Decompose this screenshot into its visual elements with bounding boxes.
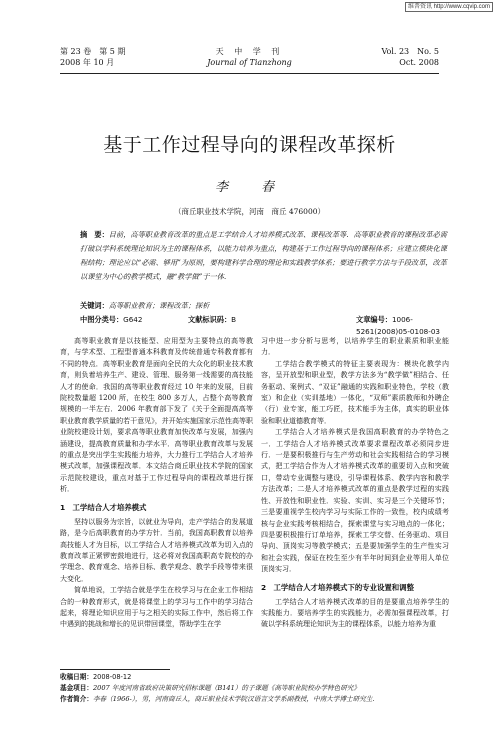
abstract-label: 摘 要：	[80, 230, 109, 239]
paragraph: 工学结合教学模式的特征主要表现为：模块化教学内容，呈开放型和职业型，教学方法多为“教学做”相结合、任务驱动、案例式、“双证”融通的实践和职业特色，学校（教室）和企业（实训基地）一体化，“双师”素质教师和外聘企（行）业专家，能工巧匠，技术能手为主体，真实的职业体验和职业道德教育等．	[261, 359, 449, 425]
author-bio-value: 李春（1966-），男，河南商丘人，商丘职业技术学院汉语言文学系副教授，中南大学博士研究生．	[92, 695, 380, 703]
clc-number	[80, 314, 142, 326]
fund-value: 2007 年度河南省政府决策研究招标课题（B141）的子课题《高等职业院校办学特色研究》	[92, 684, 361, 692]
article-author: 李 春	[214, 180, 284, 195]
keywords	[80, 300, 447, 312]
author-bio-label: 作者简介：	[60, 695, 93, 703]
watermark-stamp: 维普资讯 http://www.cqvip.com	[405, 2, 493, 12]
received-label: 收稿日期：	[60, 673, 93, 681]
footnote-divider	[60, 669, 170, 670]
author-bio	[60, 694, 447, 705]
header-date-en: Oct. 2008	[399, 58, 439, 67]
paragraph: 工学结合人才培养模式是我国高职教育的办学特色之一．工学结合人才培养模式改革要求课程改革必须同步进行．一是要积极推行与生产劳动和社会实践相结合的学习模式，把工学结合作为人才培养模式改革的重要切入点和突破口，带动专业调整与建设，引导课程体系、教学内容和教学方法改革；二是人才培养模式改革的重点是教学过程的实践性、开放性和职业性．实验、实训、实习是三个关键环节；三是要重视学生校内学习与实际工作的一致性，校内成绩考核与企业实践考核相结合，探索课堂与实习地点的一体化；四是要积极推行订单培养，探索工学交替、任务驱动、项目导向、顶岗实习等教学模式；五是要加强学生的生产性实习和社会实践，保证在校生至少有半年时间到企业等用人单位顶岗实习．	[261, 428, 449, 574]
header-volume: 第 23 卷 第 5 期	[60, 47, 126, 56]
header-volume-en	[381, 46, 439, 68]
journal-name-cn: 天 中 学 刊	[215, 47, 284, 56]
paragraph: 坚持以服务为宗旨，以就业为导向，走产学结合的发展道路，是今后高职教育的办学方针．当前，我国高职教育以培养高技能人才为目标，以工学结合人才培养模式改革为切入点的教育改革正紧锣密鼓地进行，这必将对我国高职高专院校的办学理念、教育观念、培养目标、教学观念、教学手段等带来很大变化．	[60, 517, 253, 583]
paragraph: 工学结合人才培养模式改革的目的是要重点培养学生的实践能力．要培养学生的实践能力，必需加强课程改革，打破以学科系统理论知识为主的课程体系，以能力培养为重	[261, 597, 449, 629]
abstract	[80, 228, 447, 284]
article-number	[356, 314, 447, 338]
fund-project	[60, 683, 447, 694]
paragraph: 习中进一步分析与思考，以培养学生的职业素质和职业能力．	[261, 337, 449, 357]
paragraph: 简单地说，工学结合就是学生在校学习与在企业工作相结合的一种教育形式，就是将课堂上的学习与工作中的学习结合起来，将理论知识应用于与之相关的实际工作中，然后将工作中遇到的挑战和增长的见识带回课堂，帮助学生在学	[60, 586, 253, 629]
running-header	[60, 46, 439, 80]
header-vol-no: Vol. 23 No. 5	[381, 47, 439, 56]
keywords-text: 高等职业教育；课程改革；探析	[108, 301, 210, 310]
author-affiliation: （商丘职业技术学院，河南 商丘 476000）	[173, 207, 325, 216]
header-date: 2008 年 10 月	[60, 58, 115, 67]
keywords-label: 关键词：	[80, 301, 109, 310]
document-code	[188, 314, 236, 326]
section-heading: 1 工学结合人才培养模式	[60, 502, 147, 512]
doc-code-value: B	[231, 315, 237, 324]
article-title: 基于工作过程导向的课程改革探析	[103, 134, 396, 156]
clc-label: 中图分类号：	[80, 315, 124, 324]
doc-code-label: 文献标识码：	[188, 315, 232, 324]
body-column-right	[261, 336, 449, 631]
footnotes	[60, 672, 447, 705]
article-number-value: 1006-5261(2008)05-0108-03	[356, 315, 440, 336]
body-column-left	[60, 336, 253, 631]
clc-value: G642	[123, 315, 143, 324]
journal-name-en: Journal of Tianzhong	[207, 58, 292, 67]
abstract-text: 目前，高等职业教育改革的重点是工学结合人才培养模式改革、课程改革等．高等职业教育的课程改革必需打破以学科系统理论知识为主的课程体系，以能力培养为重点，构建基于工作过程导向的课程体系；应建立模块化课程结构；理论应以“必需、够用”为原则，要构建科学合理的理论和实践教学体系；要进行教学方法与手段改革，改革以课堂为中心的教学模式，融“教学做”于一体．	[80, 230, 447, 281]
article-number-label: 文章编号：	[356, 315, 392, 324]
fund-label: 基金项目：	[60, 684, 93, 692]
received-value: 2008-08-12	[92, 673, 132, 681]
paragraph: 高等职业教育是以技能型、应用型为主要特点的高等教育，与学术型、工程型普通本科教育及传统普通专科教育都有不同的特点．高等职业教育是面向全民的大众化的职业技术教育，则负着培养生产、建设、管理、服务第一线需要的高技能人才的使命．我国的高等职业教育经过 10 年来的发展，目前院校数量超 1200 所，在校生 800 多万人，占整个高等教育规模的一半左右．2006 年教育部下发了《关于全面提高高等职业教育教学质量的若干意见》，并开始实施国家示范性高等职业院校建设计划，要求高等职业教育加快改革与发展，加强内涵建设，提高教育质量和办学水平．高等职业教育改革与发展的重点是突出学生实践能力培养，大力推行工学结合人才培养模式改革，加强课程改革．本文结合商丘职业技术学院的国家示范院校建设，重点对基于工作过程导向的课程改革进行探析．	[60, 337, 253, 494]
section-heading: 2 工学结合人才培养模式下的专业设置和调整	[261, 582, 414, 592]
header-divider	[60, 73, 439, 74]
received-date	[60, 672, 447, 683]
